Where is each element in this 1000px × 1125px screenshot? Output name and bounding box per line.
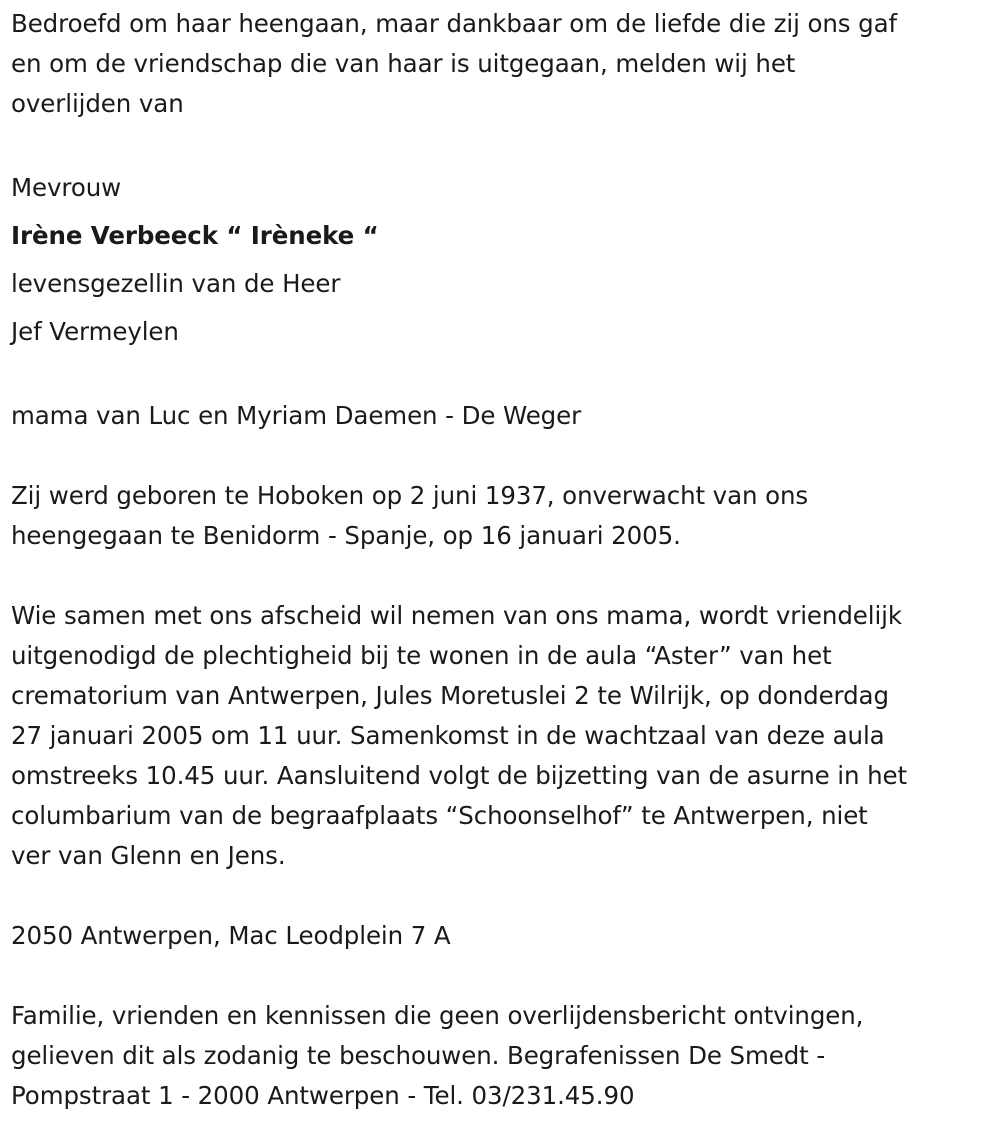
death-notice <box>11 4 996 1116</box>
spacer <box>11 956 996 996</box>
ceremony-line: crematorium van Antwerpen, Jules Moretuslei 2 te Wilrijk, op donderdag <box>11 681 889 710</box>
spacer <box>11 124 996 164</box>
address-line: 2050 Antwerpen, Mac Leodplein 7 A <box>11 921 451 950</box>
partner-name: Jef Vermeylen <box>11 317 179 346</box>
ceremony-line: ver van Glenn en Jens. <box>11 841 286 870</box>
closing-paragraph <box>11 996 996 1116</box>
closing-line: gelieven dit als zodanig te beschouwen. Begrafenissen De Smedt - <box>11 1041 826 1070</box>
closing-line: Familie, vrienden en kennissen die geen overlijdensbericht ontvingen, <box>11 1001 864 1030</box>
closing-line: Pompstraat 1 - 2000 Antwerpen - Tel. 03/231.45.90 <box>11 1081 635 1110</box>
ceremony-line: 27 januari 2005 om 11 uur. Samenkomst in de wachtzaal van deze aula <box>11 721 885 750</box>
deceased-block <box>11 164 996 356</box>
intro-line: overlijden van <box>11 89 184 118</box>
children-line: mama van Luc en Myriam Daemen - De Weger <box>11 401 582 430</box>
spacer <box>11 436 996 476</box>
spacer <box>11 876 996 916</box>
spacer <box>11 356 996 396</box>
life-line: Zij werd geboren te Hoboken op 2 juni 1937, onverwacht van ons <box>11 481 809 510</box>
spacer <box>11 556 996 596</box>
ceremony-line: uitgenodigd de plechtigheid bij te wonen in de aula “Aster” van het <box>11 641 832 670</box>
life-paragraph <box>11 476 996 556</box>
ceremony-line: omstreeks 10.45 uur. Aansluitend volgt de bijzetting van de asurne in het <box>11 761 908 790</box>
intro-line: en om de vriendschap die van haar is uitgegaan, melden wij het <box>11 49 796 78</box>
ceremony-line: columbarium van de begraafplaats “Schoonselhof” te Antwerpen, niet <box>11 801 868 830</box>
ceremony-line: Wie samen met ons afscheid wil nemen van ons mama, wordt vriendelijk <box>11 601 902 630</box>
partner-line: levensgezellin van de Heer <box>11 269 341 298</box>
ceremony-paragraph <box>11 596 996 876</box>
salutation: Mevrouw <box>11 173 122 202</box>
intro-paragraph <box>11 4 996 124</box>
life-line: heengegaan te Benidorm - Spanje, op 16 januari 2005. <box>11 521 681 550</box>
deceased-name: Irène Verbeeck “ Irèneke “ <box>11 221 379 250</box>
intro-line: Bedroefd om haar heengaan, maar dankbaar om de liefde die zij ons gaf <box>11 9 898 38</box>
